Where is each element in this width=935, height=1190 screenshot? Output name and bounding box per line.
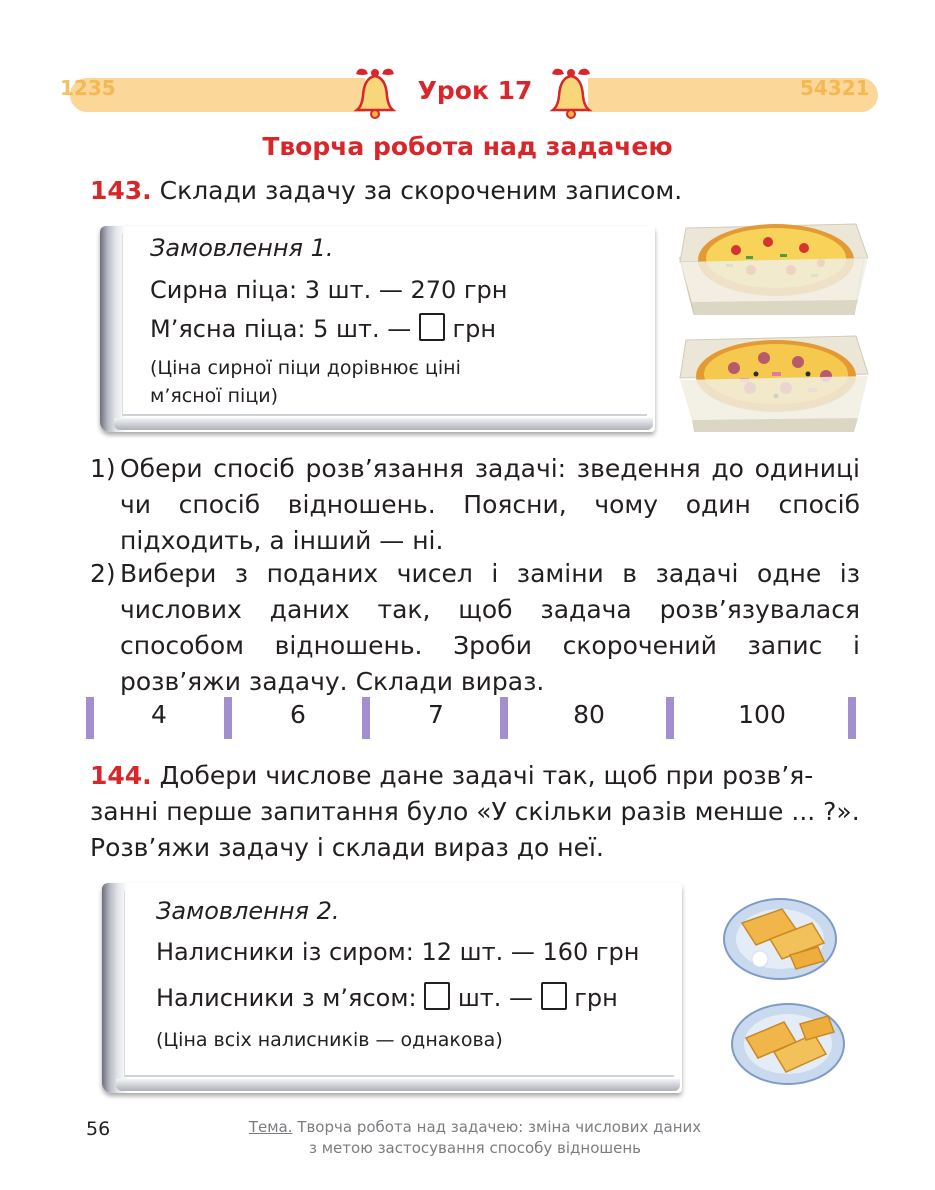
- card-line-unit: грн: [574, 984, 618, 1012]
- task-number: 143.: [90, 176, 152, 205]
- item-text: Вибери з поданих чисел і заміни в задачі одне із числових даних так, щоб задача розв’язувалася способом відношень. Зроби скорочений запис і розв’яжи задачу. Склади вираз.: [120, 559, 860, 696]
- choice-number: 7: [428, 700, 444, 729]
- deco-numbers-left: 1235: [60, 76, 116, 100]
- strip-divider: [224, 697, 232, 739]
- strip-divider: [500, 697, 508, 739]
- strip-divider: [848, 697, 856, 739]
- choice-number: 6: [290, 700, 306, 729]
- order-card-1: [100, 226, 655, 432]
- answer-box[interactable]: [424, 982, 450, 1010]
- meat-pizza-image: [676, 330, 871, 435]
- item-number: 2): [90, 559, 116, 588]
- card-line-unit: грн: [452, 315, 497, 343]
- answer-box[interactable]: [541, 982, 567, 1010]
- task-item: [90, 556, 860, 700]
- task-text: Склади задачу за скороченим записом.: [159, 176, 683, 205]
- page-number: 56: [86, 1118, 111, 1140]
- cheese-pizza-image: [676, 218, 871, 318]
- card-note: (Ціна всіх налисників — однакова): [156, 1029, 503, 1051]
- card-line: Налисники із сиром: 12 шт. — 160 грн: [156, 938, 640, 966]
- cheese-pancakes-image: [720, 893, 840, 983]
- footer-topic-text: з метою застосування способу відношень: [308, 1139, 641, 1157]
- answer-box[interactable]: [419, 313, 445, 341]
- footer-topic-text: Творча робота над задачею: зміна числових даних: [297, 1118, 702, 1136]
- task-text: Добери числове дане задачі так, щоб при розв’я-: [159, 761, 814, 790]
- item-text: Обери спосіб розв’язання задачі: зведення до одиниці чи спосіб відношень. Поясни, чому один спосіб підходить, а інший — ні.: [120, 454, 860, 555]
- footer-topic-label: Тема.: [248, 1118, 293, 1136]
- choice-number: 80: [573, 700, 605, 729]
- meat-pancakes-image: [728, 998, 848, 1088]
- card-line: шт. —: [457, 984, 534, 1012]
- item-number: 1): [90, 454, 116, 483]
- bell-icon: [352, 66, 398, 120]
- choice-number: 4: [151, 700, 167, 729]
- task-number: 144.: [90, 761, 152, 790]
- card-note: м’ясної піци): [150, 385, 279, 407]
- card-note: (Ціна сирної піци дорівнює ціні: [150, 357, 461, 379]
- topic-title: Творча робота над задачею: [262, 132, 673, 161]
- card-title: Замовлення 2.: [156, 897, 340, 925]
- task-text: Розв’яжи задачу і склади вираз до неї.: [90, 833, 604, 862]
- card-line: М’ясна піца: 5 шт. —: [150, 315, 412, 343]
- order-card-2: [102, 883, 682, 1093]
- card-line: Налисники з м’ясом:: [156, 984, 417, 1012]
- bell-icon: [548, 66, 594, 120]
- footer-topic: [190, 1117, 760, 1159]
- lesson-title: Урок 17: [417, 76, 533, 105]
- choice-number: 100: [738, 700, 786, 729]
- card-line: Сирна піца: 3 шт. — 270 грн: [150, 276, 508, 304]
- card-title: Замовлення 1.: [150, 234, 334, 262]
- strip-divider: [362, 697, 370, 739]
- task-item: [90, 451, 860, 559]
- task-143-heading: [90, 175, 682, 207]
- deco-numbers-right: 54321: [800, 76, 870, 100]
- task-144-heading: [90, 760, 860, 864]
- strip-divider: [666, 697, 674, 739]
- strip-divider: [86, 697, 94, 739]
- task-text: занні перше запитання було «У скільки разів менше ... ?».: [90, 797, 860, 826]
